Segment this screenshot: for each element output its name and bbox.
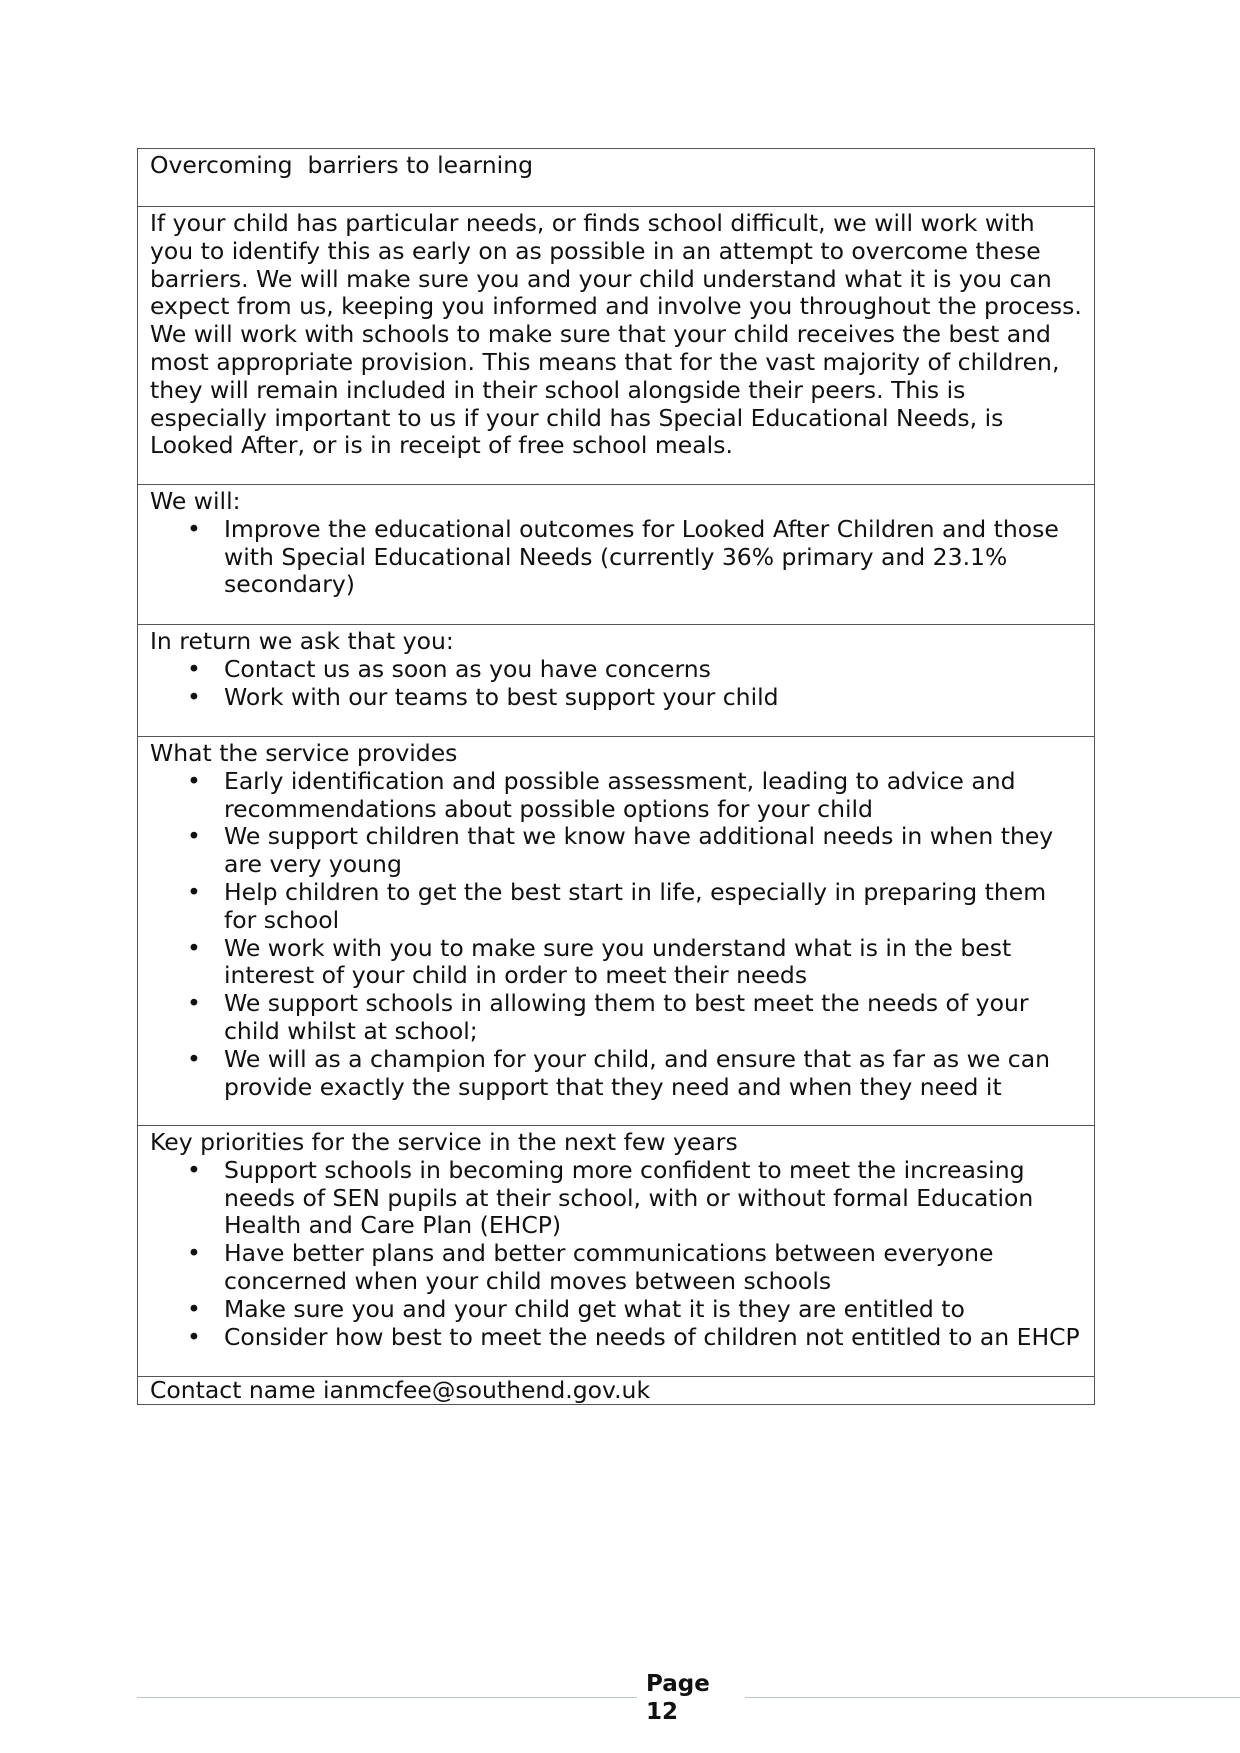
list-item: • We will as a champion for your child, and ensure that as far as we can provide exactly the support that they need and when they need it (150, 1046, 1084, 1102)
list-item: • We support children that we know have additional needs in when they are very young (150, 823, 1084, 879)
footer-divider-right (745, 1697, 1240, 1698)
we-will-list (150, 516, 1084, 599)
key-priorities-list (150, 1157, 1084, 1352)
we-will-cell (138, 484, 1094, 624)
list-item: • Work with our teams to best support your child (150, 684, 1084, 712)
section-title-cell (138, 149, 1094, 206)
contact-line: Contact name ianmcfee@southend.gov.uk (150, 1376, 651, 1404)
service-provides-heading: What the service provides (150, 739, 458, 767)
section-title: Overcoming barriers to learning (150, 151, 533, 179)
contact-cell (138, 1376, 1094, 1404)
list-item: • We work with you to make sure you understand what is in the best interest of your child in order to meet their needs (150, 935, 1084, 991)
list-item: • We support schools in allowing them to best meet the needs of your child whilst at school; (150, 990, 1084, 1046)
we-will-heading: We will: (150, 487, 241, 515)
service-provides-list (150, 768, 1084, 1102)
in-return-cell (138, 624, 1094, 736)
footer-divider-left (137, 1697, 637, 1698)
intro-paragraph: If your child has particular needs, or finds school difficult, we will work with you to identify this as early on as possible in an attempt to overcome these barriers. We will make sure you and your child understand what it is you can expect from us, keeping you informed and involve you throughout the process. We will work with schools to make sure that your child receives the best and most appropriate provision. This means that for the vast majority of children, they will remain included in their school alongside their peers. This is especially important to us if your child has Special Educational Needs, is Looked After, or is in receipt of free school meals. (150, 209, 1082, 460)
list-item: • Early identification and possible assessment, leading to advice and recommendations about possible options for your child (150, 768, 1084, 824)
intro-cell (138, 206, 1094, 484)
service-provides-cell (138, 736, 1094, 1125)
list-item: • Have better plans and better communications between everyone concerned when your child moves between schools (150, 1240, 1084, 1296)
list-item: • Make sure you and your child get what it is they are entitled to (150, 1296, 1084, 1324)
in-return-heading: In return we ask that you: (150, 627, 454, 655)
list-item: • Contact us as soon as you have concerns (150, 656, 1084, 684)
page-number-value: 12 (646, 1699, 679, 1725)
in-return-list (150, 656, 1084, 712)
key-priorities-cell (138, 1125, 1094, 1376)
page-label: Page (646, 1671, 710, 1697)
list-item: • Improve the educational outcomes for Looked After Children and those with Special Educational Needs (currently 36% primary and 23.1% secondary) (150, 516, 1084, 599)
key-priorities-heading: Key priorities for the service in the next few years (150, 1128, 738, 1156)
list-item: • Consider how best to meet the needs of children not entitled to an EHCP (150, 1324, 1084, 1352)
page-number (646, 1670, 710, 1726)
list-item: • Support schools in becoming more confident to meet the increasing needs of SEN pupils at their school, with or without formal Education Health and Care Plan (EHCP) (150, 1157, 1084, 1240)
content-table (137, 148, 1095, 1405)
list-item: • Help children to get the best start in life, especially in preparing them for school (150, 879, 1084, 935)
